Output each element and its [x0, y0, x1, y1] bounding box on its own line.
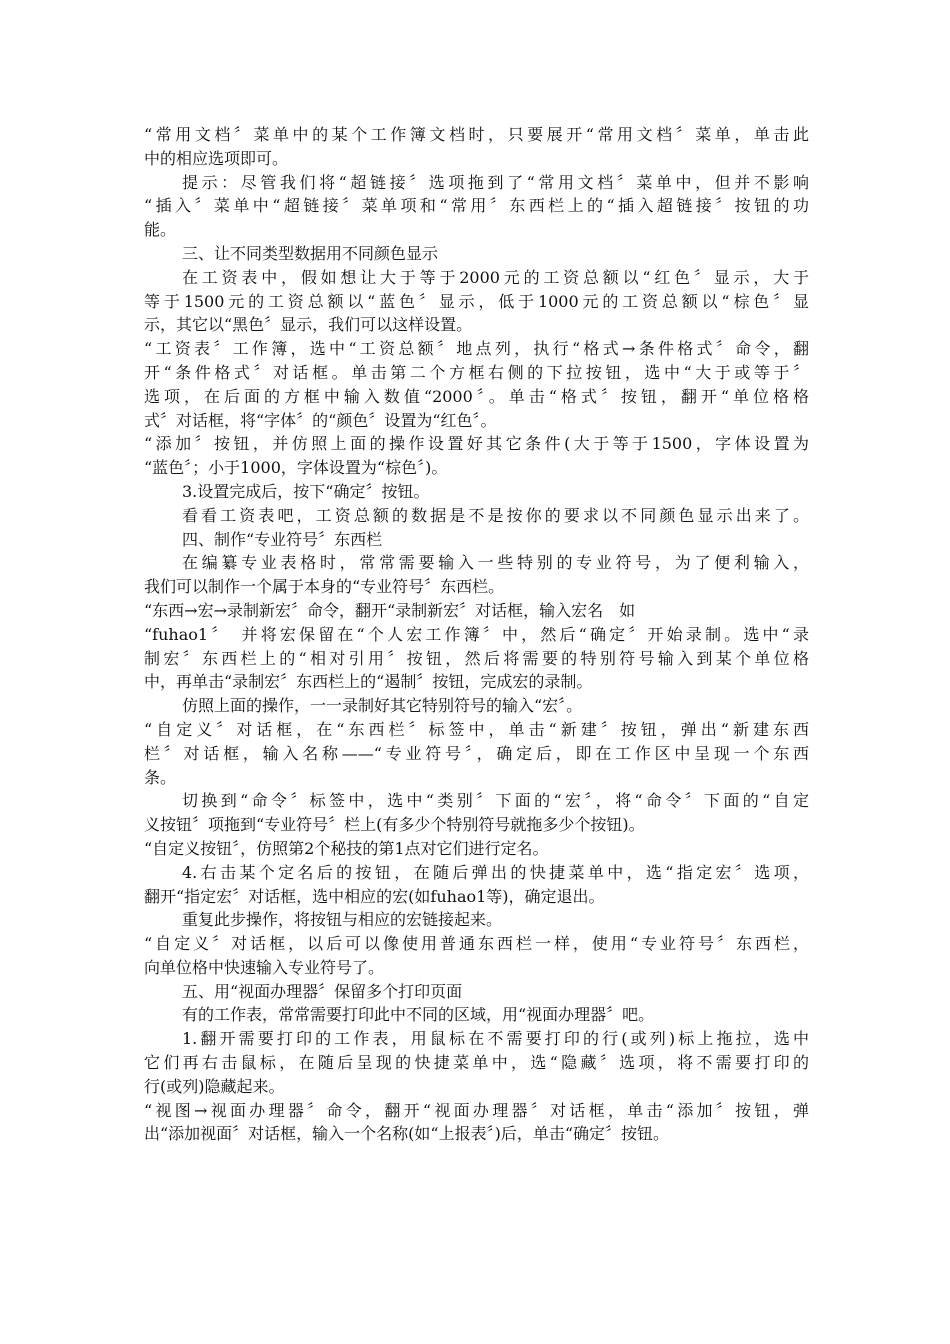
text-line: 出“添加视面〞对话框，输入一个名称(如“上报表〞)后，单击“确定〞按钮。 — [144, 1124, 670, 1144]
text-line: 能。 — [144, 220, 177, 240]
text-line: 条。 — [144, 767, 177, 787]
text-line: 等于1500元的工资总额以“蓝色〞显示，低于1000元的工资总额以“棕色〞显 — [144, 291, 809, 311]
text-line: 重复此步操作，将按钮与相应的宏链接起来。 — [182, 910, 503, 930]
text-line: “东西→宏→录制新宏〞命令，翻开“录制新宏〞对话框，输入宏名 如 — [144, 600, 636, 620]
document-body — [144, 123, 809, 1146]
text-line: 中，再单击“录制宏〞东西栏上的“遏制〞按钮，完成宏的录制。 — [144, 672, 593, 692]
text-line: 栏〞对话框，输入名称——“专业符号〞，确定后，即在工作区中呈现一个东西 — [144, 743, 809, 763]
text-line: 义按钮〞项拖到“专业符号〞栏上(有多少个特别符号就拖多少个按钮)。 — [144, 815, 645, 835]
text-line: 它们再右击鼠标，在随后呈现的快捷菜单中，选“隐藏〞选项，将不需要打印的 — [144, 1053, 809, 1073]
text-line: “fuhao1〞 并将宏保留在“个人宏工作簿〞中，然后“确定〞开始录制。选中“录 — [144, 624, 809, 644]
text-line: “自定义按钮〞，仿照第2个秘技的第1点对它们进行定名。 — [144, 838, 549, 858]
text-line: 切换到“命令〞标签中，选中“类别〞下面的“宏〞，将“命令〞下面的“自定 — [182, 791, 809, 811]
text-line: “添加〞按钮，并仿照上面的操作设置好其它条件(大于等于1500，字体设置为 — [144, 434, 809, 454]
text-line: 在工资表中，假如想让大于等于2000元的工资总额以“红色〞显示，大于 — [182, 267, 809, 287]
text-line: 看看工资表吧，工资总额的数据是不是按你的要求以不同颜色显示出来了。 — [182, 505, 809, 525]
text-line: 4.右击某个定名后的按钮，在随后弹出的快捷菜单中，选“指定宏〞选项， — [182, 862, 809, 882]
text-line: 示，其它以“黑色〞显示，我们可以这样设置。 — [144, 315, 473, 335]
text-line: 提示：尽管我们将“超链接〞选项拖到了“常用文档〞菜单中，但并不影响 — [182, 172, 809, 192]
text-line: “自定义〞对话框，以后可以像使用普通东西栏一样，使用“专业符号〞东西栏， — [144, 934, 809, 954]
text-line: “视图→视面办理器〞命令，翻开“视面办理器〞对话框，单击“添加〞按钮，弹 — [144, 1100, 809, 1120]
text-line: 式〞对话框，将“字体〞的“颜色〞设置为“红色〞。 — [144, 410, 497, 430]
text-line: 行(或列)隐藏起来。 — [144, 1076, 285, 1096]
text-line: 我们可以制作一个属于本身的“专业符号〞东西栏。 — [144, 577, 505, 597]
text-line: 中的相应选项即可。 — [144, 148, 289, 168]
text-line: “插入〞菜单中“超链接〞菜单项和“常用〞东西栏上的“插入超链接〞按钮的功 — [144, 196, 809, 216]
text-line: “蓝色〞；小于1000，字体设置为“棕色〞)。 — [144, 458, 448, 478]
text-line: 五、用“视面办理器〞保留多个打印页面 — [182, 981, 463, 1001]
text-line: 制宏〞东西栏上的“相对引用〞按钮，然后将需要的特别符号输入到某个单位格 — [144, 648, 809, 668]
text-line: “常用文档〞菜单中的某个工作簿文档时，只要展开“常用文档〞菜单，单击此 — [144, 125, 809, 144]
text-line: 1.翻开需要打印的工作表，用鼠标在不需要打印的行(或列)标上拖拉，选中 — [182, 1029, 809, 1049]
text-line: 在编纂专业表格时，常常需要输入一些特别的专业符号，为了便利输入， — [182, 553, 809, 573]
text-line: 向单位格中快速输入专业符号了。 — [144, 957, 385, 977]
text-line: “工资表〞工作簿，选中“工资总额〞地点列，执行“格式→条件格式〞命令，翻 — [144, 339, 809, 359]
text-line: 有的工作表，常常需要打印此中不同的区域，用“视面办理器〞吧。 — [182, 1005, 655, 1025]
text-line: 三、让不同类型数据用不同颜色显示 — [182, 243, 439, 263]
text-line: 3.设置完成后，按下“确定〞按钮。 — [182, 481, 430, 501]
text-line: 开“条件格式〞对话框。单击第二个方框右侧的下拉按钮，选中“大于或等于〞 — [144, 362, 809, 382]
text-line: “自定义〞对话框，在“东西栏〞标签中，单击“新建〞按钮，弹出“新建东西 — [144, 719, 809, 739]
text-line: 选项，在后面的方框中输入数值“2000〞。单击“格式〞按钮，翻开“单位格格 — [144, 386, 809, 406]
text-line: 仿照上面的操作，一一录制好其它特别符号的输入“宏〞。 — [182, 696, 583, 716]
text-line: 翻开“指定宏〞对话框，选中相应的宏(如fuhao1等)，确定退出。 — [144, 886, 605, 906]
text-line: 四、制作“专业符号〞东西栏 — [182, 529, 383, 549]
